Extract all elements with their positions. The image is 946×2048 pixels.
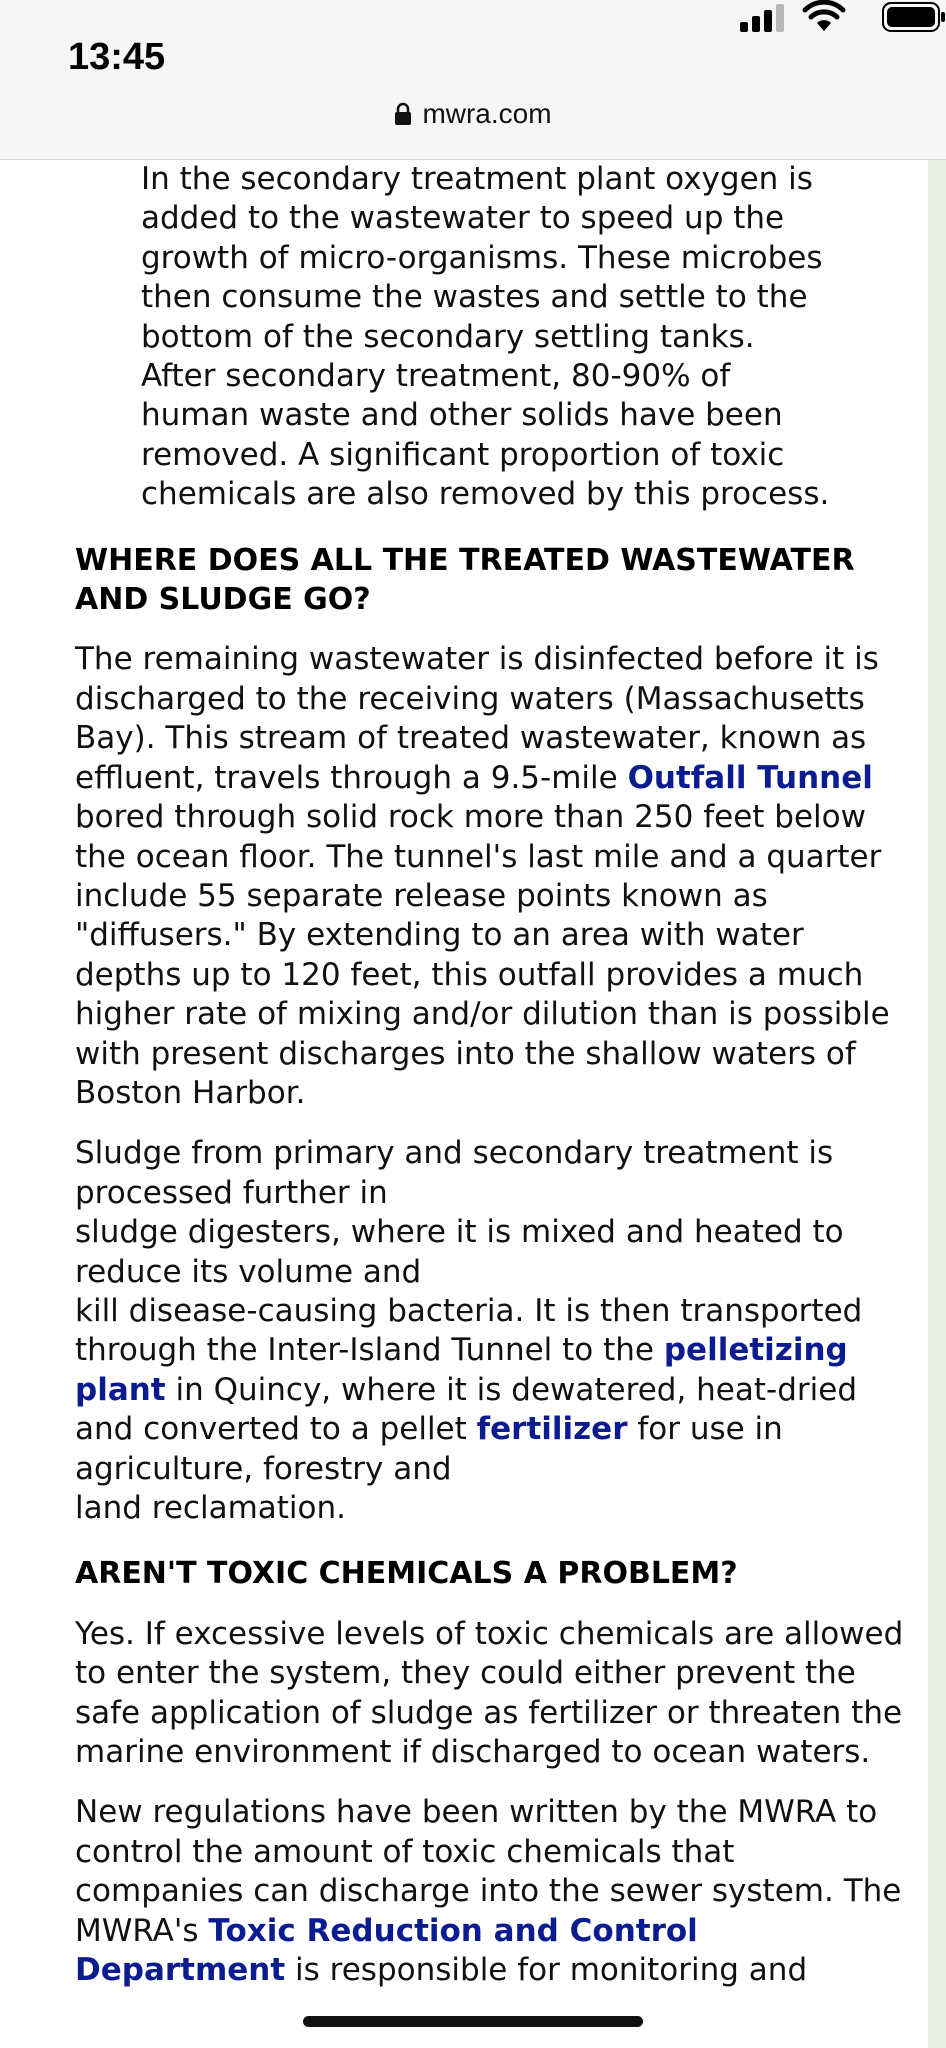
paragraph-text: in Quincy, where it is dewatered, heat-dried and converted to a pellet xyxy=(75,1371,857,1448)
regulations-paragraph xyxy=(75,1793,905,1990)
outfall-tunnel-link[interactable]: Outfall Tunnel xyxy=(627,759,873,796)
signal-icon xyxy=(740,4,786,32)
paragraph-text: bored through solid rock more than 250 feet below the ocean floor. The tunnel's last mile and a quarter include 55 separate release points known as "diffusers." By extending to an area with water depths up to 120 feet, this outfall provides a much higher rate of mixing and/or dilution than is possible with present discharges into the shallow waters of Boston Harbor. xyxy=(75,799,890,1111)
paragraph-text: sludge digesters, where it is mixed and heated to reduce its volume and xyxy=(75,1214,844,1290)
url-domain: mwra.com xyxy=(422,98,552,129)
heading-where-does-it-go: WHERE DOES ALL THE TREATED WASTEWATER AND SLUDGE GO? xyxy=(75,542,855,618)
yes-paragraph: Yes. If excessive levels of toxic chemicals are allowed to enter the system, they could either prevent the safe application of sludge as fertilizer or threaten the marine environment if discharged to ocean waters. xyxy=(75,1615,904,1771)
text-line: added to the wastewater to speed up the xyxy=(141,200,785,237)
home-indicator[interactable] xyxy=(303,2016,643,2027)
status-bar xyxy=(0,0,946,160)
url-bar[interactable] xyxy=(0,98,946,130)
paragraph-text: is responsible for monitoring and xyxy=(285,1952,808,1989)
scrollbar-track[interactable] xyxy=(928,160,946,2048)
secondary-treatment-paragraph xyxy=(75,160,905,515)
wifi-icon xyxy=(802,0,846,32)
text-line: then consume the wastes and settle to the xyxy=(141,279,808,316)
outfall-paragraph xyxy=(75,640,905,1113)
paragraph-text: land reclamation. xyxy=(75,1490,347,1526)
paragraph-text: New regulations have been written by the MWRA to control the amount of toxic chemicals that companies can discharge into the sewer system. The MWRA's xyxy=(75,1794,902,1949)
status-time: 13:45 xyxy=(68,36,166,78)
article xyxy=(75,160,905,1990)
page-content xyxy=(0,160,928,2048)
battery-icon xyxy=(882,2,946,32)
text-line: bottom of the secondary settling tanks. xyxy=(141,318,755,355)
lock-icon xyxy=(394,102,412,126)
paragraph-text: Sludge from primary and secondary treatment is processed further in xyxy=(75,1135,834,1211)
text-line: chemicals are also removed by this process. xyxy=(141,476,830,513)
paragraph-text: for use in agriculture, forestry and xyxy=(75,1411,783,1487)
sludge-paragraph xyxy=(75,1134,905,1528)
paragraph-text: The remaining wastewater is disinfected before it is discharged to the receiving waters (Massachusetts Bay). This stream of treated wastewater, known as effluent, travels through a 9.5-mile xyxy=(75,641,879,796)
text-line: After secondary treatment, 80-90% of xyxy=(141,358,731,395)
toxic-reduction-link[interactable]: Toxic Reduction and Control Department xyxy=(75,1912,698,1989)
text-line: growth of micro-organisms. These microbes xyxy=(141,239,823,276)
text-line: human waste and other solids have been xyxy=(141,397,783,434)
paragraph-text: kill disease-causing bacteria. It is then transported through the Inter-Island Tunnel to the xyxy=(75,1292,863,1369)
pelletizing-plant-link[interactable]: pelletizing plant xyxy=(75,1332,848,1408)
text-line: removed. A significant proportion of toxic xyxy=(141,436,785,473)
fertilizer-link[interactable]: fertilizer xyxy=(476,1411,628,1448)
text-line: In the secondary treatment plant oxygen is xyxy=(141,161,813,197)
heading-toxic-chemicals: AREN'T TOXIC CHEMICALS A PROBLEM? xyxy=(75,1556,738,1592)
